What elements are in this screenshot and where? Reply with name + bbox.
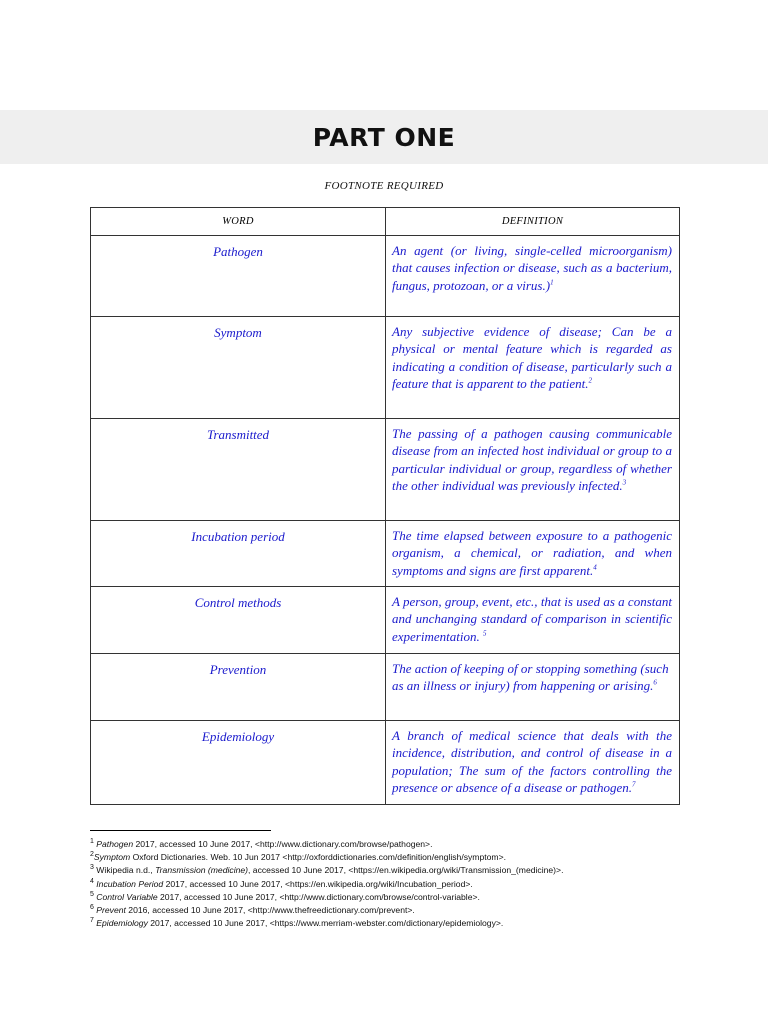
footnote [90, 878, 730, 891]
table-row [91, 317, 680, 419]
definition-cell [386, 317, 680, 419]
title-banner [0, 110, 768, 164]
footnote-prefix: Wikipedia n.d., [96, 865, 156, 876]
term-cell: Epidemiology [91, 721, 386, 805]
definition-text: Any subjective evidence of disease; Can be a physical or mental feature which is regarded as indicating a condition of disease, particularly such a feature that is apparent to the patient. [392, 324, 672, 392]
footnote-text: 2016, accessed 10 June 2017, <http://www.thefreedictionary.com/prevent>. [125, 905, 415, 916]
footnote-source: Transmission (medicine) [155, 865, 249, 876]
footnote-number: 4 [90, 877, 94, 885]
definition-cell [386, 654, 680, 721]
footnote-ref: 6 [653, 679, 657, 688]
footnote-ref: 1 [550, 278, 554, 287]
definition-cell [386, 236, 680, 317]
footnote-text: 2017, accessed 10 June 2017, <https://www.merriam-webster.com/dictionary/epidemiology>. [147, 918, 504, 929]
table-row [91, 521, 680, 587]
definition-text: The action of keeping of or stopping something (such as an illness or injury) from happening or arising. [392, 661, 669, 694]
footnote-source: Prevent [96, 905, 126, 916]
table-header-row [91, 208, 680, 236]
subtitle: FOOTNOTE REQUIRED [324, 180, 444, 192]
table-row [91, 419, 680, 521]
footnote-ref: 4 [593, 563, 597, 572]
term-cell: Incubation period [91, 521, 386, 587]
footnote-source: Incubation Period [96, 878, 164, 889]
definitions-table [90, 207, 680, 805]
footnote [90, 917, 730, 930]
table-row [91, 236, 680, 317]
footnote-number: 2 [90, 851, 94, 859]
footnote-number: 3 [90, 864, 94, 872]
term-cell: Pathogen [91, 236, 386, 317]
footnote-number: 5 [90, 890, 94, 898]
definition-text: An agent (or living, single-celled microorganism) that causes infection or disease, such as a bacterium, fungus, protozoan, or a virus.) [392, 243, 672, 293]
footnote-text: 2017, accessed 10 June 2017, <https://en.wikipedia.org/wiki/Incubation_period>. [163, 878, 473, 889]
definition-cell [386, 419, 680, 521]
footnote [90, 864, 730, 877]
table-row [91, 587, 680, 654]
table-row [91, 654, 680, 721]
footnote [90, 904, 730, 917]
table-row [91, 721, 680, 805]
term-cell: Symptom [91, 317, 386, 419]
definition-cell [386, 521, 680, 587]
definition-text: The passing of a pathogen causing communicable disease from an infected host individual or group to a particular individual or group, regardless of whether the other individual was previously infected. [392, 426, 672, 494]
footnote-number: 1 [90, 838, 94, 846]
definition-text: A branch of medical science that deals with the incidence, distribution, and control of disease in a population; The sum of the factors controlling the presence or absence of a disease or pathogen. [392, 728, 672, 796]
footnote [90, 851, 730, 864]
definition-text: The time elapsed between exposure to a pathogenic organism, a chemical, or radiation, and when symptoms and signs are first apparent. [392, 528, 672, 578]
column-header-definition: DEFINITION [386, 208, 680, 236]
footnote-text: 2017, accessed 10 June 2017, <http://www.dictionary.com/browse/control-variable>. [157, 891, 480, 902]
footnote-number: 7 [90, 917, 94, 925]
footnote-source: Symptom [93, 852, 131, 863]
footnote-source: Pathogen [96, 839, 134, 849]
definition-cell [386, 587, 680, 654]
definition-text: A person, group, event, etc., that is used as a constant and unchanging standard of comparison in scientific experimentation. [392, 594, 672, 644]
footnote-text: Oxford Dictionaries. Web. 10 Jun 2017 <http://oxforddictionaries.com/definition/english/symptom>. [130, 852, 506, 863]
page-title: PART ONE [312, 122, 456, 152]
footnote-separator [90, 830, 271, 831]
term-cell: Prevention [91, 654, 386, 721]
footnote-ref: 5 [482, 629, 487, 638]
column-header-word: WORD [91, 208, 386, 236]
footnotes [90, 838, 730, 930]
footnote [90, 891, 730, 904]
footnote-number: 6 [90, 904, 94, 912]
term-cell: Control methods [91, 587, 386, 654]
footnote-ref: 7 [631, 780, 636, 789]
definition-cell [386, 721, 680, 805]
footnote-ref: 2 [588, 376, 593, 385]
footnote-source: Control Variable [96, 891, 158, 902]
term-cell: Transmitted [91, 419, 386, 521]
footnote-text: , accessed 10 June 2017, <https://en.wikipedia.org/wiki/Transmission_(medicine)>. [248, 865, 564, 876]
footnote-source: Epidemiology [96, 918, 148, 929]
footnote-ref: 3 [622, 478, 627, 487]
footnote [90, 838, 730, 851]
footnote-text: 2017, accessed 10 June 2017, <http://www.dictionary.com/browse/pathogen>. [133, 839, 433, 849]
